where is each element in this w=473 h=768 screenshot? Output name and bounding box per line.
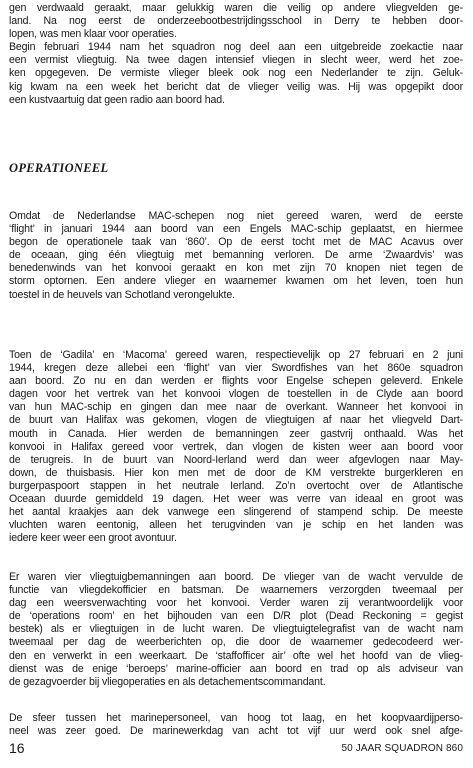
- text-line: neel was zeer goed. De marinewerkdag van acht tot vijf uur werd ook snel afge-: [9, 725, 463, 738]
- text-line: dagen voor het vertrek van het konvooi vlogen de toestellen in de Clyde aan boord: [9, 388, 463, 401]
- text-line: Omdat de Nederlandse MAC-schepen nog niet gereed waren, werd de eerste: [9, 210, 463, 222]
- text-line: toestel in de heuvels van Schotland verongelukte.: [9, 288, 235, 301]
- text-line: ken opgegeven. De vermiste vlieger bleek ook nog een Nederlander te zijn. Geluk-: [9, 67, 463, 80]
- text-line: de gezagvoerder bij vliegoperaties en als detachementscommandant.: [9, 675, 326, 688]
- text-line: dag een weersverwachting voor het konvooi. Verder waren zij verantwoordelijk voor: [9, 597, 463, 610]
- text-line: bestek) als er vliegtuigen in de lucht waren. De vliegtuigtelegrafist van de wacht nam: [9, 623, 463, 636]
- text-line: de oceaan, ging één vliegtuig met bemanning verloren. De arme ‘Zwaardvis’ was: [9, 249, 463, 262]
- text-line: ‘flight’ in januari 1944 aan boord van een Engels MAC-schip geplaatst, en hiermee: [9, 223, 463, 236]
- text-line: de terugreis. In de buurt van Noord-Ierland werd dan weer afgevlogen naar May-: [9, 453, 463, 466]
- paragraph-convoy-crossing: [9, 349, 463, 545]
- text-line: het aantal kraakjes aan dek vanwege een slingerend of stampend schip. De meeste: [9, 506, 463, 519]
- text-line: down, de thuisbasis. Hier kon men met de door de KM verstrekte burgerkleren en: [9, 466, 463, 479]
- text-line: storm optornen. Een andere vlieger en waarnemer kwamen om het leven, toen hun: [9, 275, 463, 288]
- text-line: gen verdwaald geraakt, maar gelukkig waren die veilig op andere vliegvelden ge-: [9, 2, 463, 14]
- text-line: functie van vliegdekofficier en batsman. De waarnemers verzorgden tweemaal per: [9, 584, 463, 597]
- text-line: De sfeer tussen het marinepersoneel, van hoog tot laag, en het koopvaardijperso-: [9, 712, 463, 724]
- text-line: Er waren vier vliegtuigbemanningen aan boord. De vlieger van de wacht vervulde de: [9, 571, 463, 583]
- text-line: lopen, was men klaar voor operaties.: [9, 28, 177, 41]
- text-line: van hun MAC-schip en gingen dan mee naar de overkant. Wanneer het konvooi in: [9, 401, 463, 414]
- paragraph-atmosphere: [9, 712, 463, 738]
- paragraph-operational-start: [9, 210, 463, 302]
- text-line: tweemaal per dag de weerberichten op, die door de waarnemer gedecodeerd wer-: [9, 636, 463, 649]
- text-line: de ‘operations room’ en het bijhouden van een D/R plot (Dead Reckoning = gegist: [9, 610, 463, 623]
- text-line: een kustvaartuig dat geen radio aan boord had.: [9, 93, 225, 106]
- text-line: een vermist vliegtuig. Na twee dagen intensief vliegen in slecht weer, werd het zoe-: [9, 54, 463, 67]
- text-line: de buurt van Halifax was gekomen, vlogen de vliegtuigen af naar het vliegveld Dart-: [9, 414, 463, 427]
- page-number: 16: [9, 740, 25, 756]
- text-line: kig kwam na een week het bericht dat de vlieger veilig was. Hij was opgepikt door: [9, 80, 463, 93]
- running-footer-title: 50 JAAR SQUADRON 860: [341, 743, 463, 754]
- text-line: konvooi in Halifax gereed voor vertrek, dan vlogen de kisten weer aan boord voor: [9, 440, 463, 453]
- text-line: land. Na nog eerst de onderzeebootbestrijdingsschool in Derry te hebben door-: [9, 15, 463, 28]
- paragraph-crews-aboard: [9, 571, 463, 689]
- text-line: 1944, kregen deze allebei een ‘flight’ van vier Swordfishes van het 860e squadron: [9, 362, 463, 375]
- text-line: aan boord. Zo nu en dan werden er flights voor Engelse schepen geleverd. Enkele: [9, 375, 463, 388]
- text-line: Oceaan duurde gemiddeld 19 dagen. Het weer was verre van ideaal en groot was: [9, 493, 463, 506]
- text-line: begon de operationele taak van ‘860’. Op de eerst tocht met de MAC Acavus over: [9, 236, 463, 249]
- text-line: mouth in Canada. Hier werden de bemanningen zeer gastvrij onthaald. Was het: [9, 427, 463, 440]
- text-line: dienst was de enige ‘beroeps’ marine-officier aan boord en trad op als adviseur van: [9, 662, 463, 675]
- text-line: iedere keer weer een groot avontuur.: [9, 532, 177, 545]
- section-heading: OPERATIONEEL: [9, 161, 109, 175]
- paragraph-intro: [9, 2, 463, 107]
- text-line: benedenwinds van het konvooi geraakt en kon met zijn 70 knopen niet tegen de: [9, 262, 463, 275]
- text-line: den en verwerkt in een weerkaart. De ‘staffofficer air’ ofte wel het hoofd van de vlieg-: [9, 649, 463, 662]
- text-line: burgerpaspoort stappen in het neutrale Ierland. Zo’n overtocht over de Atlantische: [9, 479, 463, 492]
- text-line: Begin februari 1944 nam het squadron nog deel aan een uitgebreide zoekactie naar: [9, 41, 463, 54]
- text-line: Toen de ‘Gadila’ en ‘Macoma’ gereed waren, respectievelijk op 27 februari en 2 juni: [9, 349, 463, 361]
- text-line: vluchten waren eentonig, alleen het terugvinden van je schip en het landen was: [9, 519, 463, 532]
